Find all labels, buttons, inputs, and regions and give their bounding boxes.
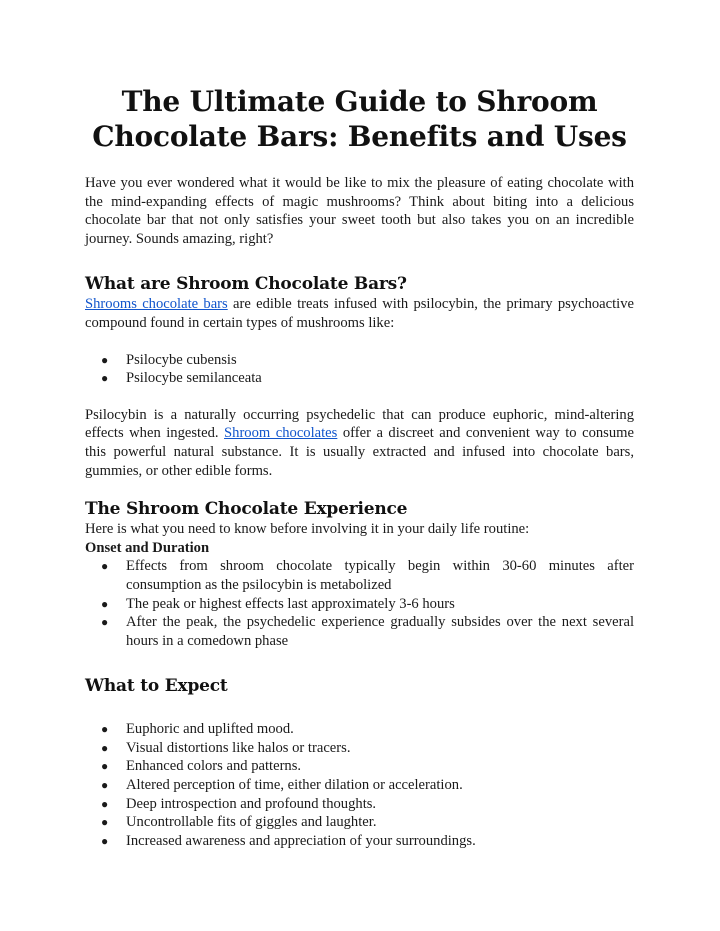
list-item: ● Altered perception of time, either dilation or acceleration. [101,777,463,794]
list-item: ● Deep introspection and profound thoughts. [101,795,377,812]
section-heading-expect: What to Expect [85,676,228,697]
list-item: ● Enhanced colors and patterns. [101,758,302,775]
bullet-icon: ● [101,796,109,811]
shrooms-chocolate-bars-link[interactable]: Shrooms chocolate bars [85,296,228,313]
list-item: ● Euphoric and uplifted mood. [101,721,294,738]
page-title: The Ultimate Guide to Shroom Chocolate Bars: Benefits and Uses [92,85,627,153]
bullet-icon: ● [101,722,109,737]
section-heading-what-are: What are Shroom Chocolate Bars? [85,274,407,295]
bullet-icon: ● [101,815,109,830]
list-item: ● Psilocybe cubensis [101,351,237,368]
bullet-icon: ● [101,740,109,755]
onset-list [85,557,634,650]
experience-intro: Here is what you need to know before involving it in your daily life routine: [85,521,530,538]
bullet-icon: ● [101,559,109,574]
list-item: ● Effects from shroom chocolate typically begin within 30-60 minutes after consumption as the psilocybin is metabolized [101,558,634,593]
section-heading-experience: The Shroom Chocolate Experience [85,499,408,520]
list-item: ● After the peak, the psychedelic experience gradually subsides over the next several hours in a comedown phase [101,614,634,649]
psilocybin-paragraph: Psilocybin is a naturally occurring psychedelic that can produce euphoric, mind-altering effects when ingested. Shroom chocolates offer a discreet and convenient way to consume this powerful natural substance. It is usually extracted and infused into chocolate bars, gummies, or other edible forms. [85,406,634,479]
bullet-icon: ● [101,596,109,611]
shroom-chocolates-link[interactable]: Shroom chocolates [224,425,338,442]
bullet-icon: ● [101,615,109,630]
intro-paragraph: Have you ever wondered what it would be like to mix the pleasure of eating chocolate with the mind-expanding effects of magic mushrooms? Think about biting into a delicious chocolate bar that not only satisfies your sweet tooth but also takes you on an incredible journey. Sounds amazing, right? [85,175,634,247]
onset-duration-subheading: Onset and Duration [85,539,210,556]
what-are-paragraph [85,295,634,332]
what-are-text: are edible treats infused with psilocybin, the primary psychoactive compound found in certain types of mushrooms like: [85,296,635,331]
list-item: ● The peak or highest effects last approximately 3-6 hours [101,595,455,612]
bullet-icon: ● [101,352,109,367]
list-item: ● Psilocybe semilanceata [101,370,262,387]
document-page [85,84,634,850]
expect-list [85,720,634,850]
list-item: ● Increased awareness and appreciation of your surroundings. [101,832,476,849]
bullet-icon: ● [101,371,109,386]
bullet-icon: ● [101,778,109,793]
species-list [85,351,634,388]
bullet-icon: ● [101,759,109,774]
list-item: ● Uncontrollable fits of giggles and laughter. [101,814,377,831]
list-item: ● Visual distortions like halos or tracers. [101,739,351,756]
bullet-icon: ● [101,833,109,848]
